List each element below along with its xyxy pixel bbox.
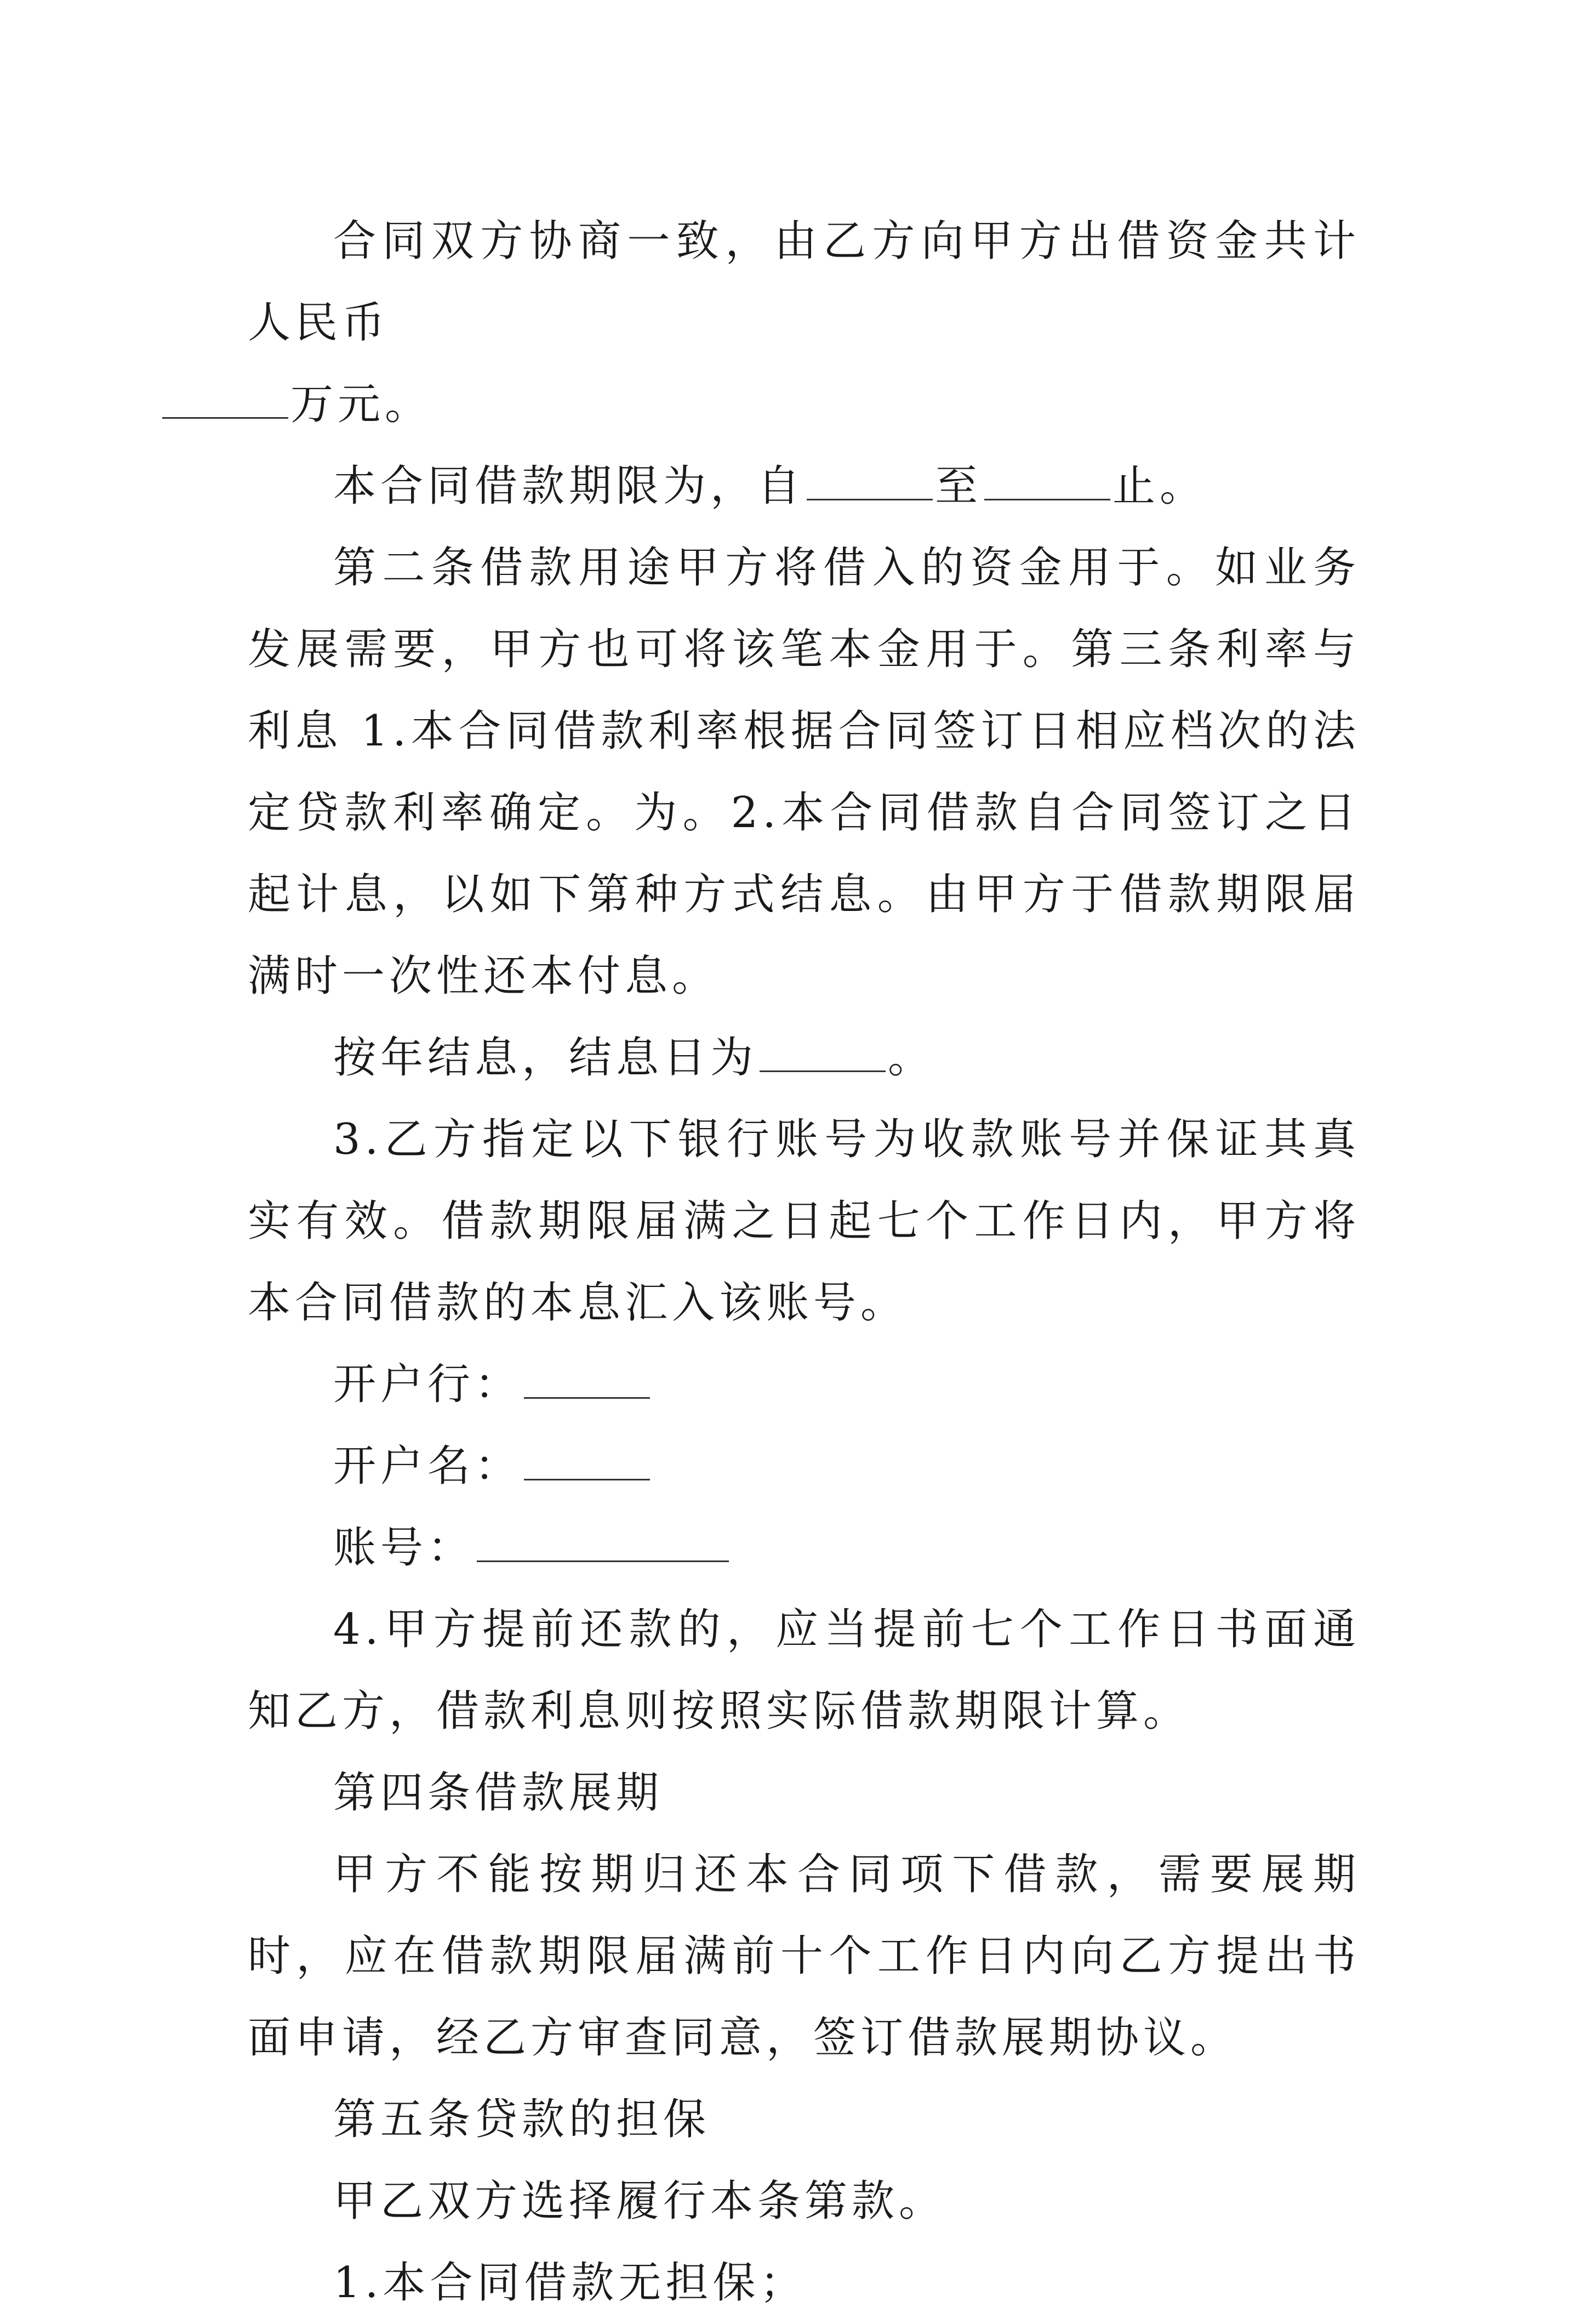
paragraph-account-number <box>248 1507 1360 1589</box>
loan-term-to: 至 <box>935 462 983 511</box>
paragraph-annual-interest <box>248 1017 1360 1099</box>
heading-article-4: 第四条借款展期 <box>333 1768 664 1818</box>
bank-name-blank <box>524 1365 650 1399</box>
paragraph-article-2-3: 第二条借款用途甲方将借入的资金用于。如业务发展需要，甲方也可将该笔本金用于。第三条利率与利息 1.本合同借款利率根据合同签订日相应档次的法定贷款利率确定。为。2.本合同借款自合同签订之日起计息，以如下第种方式结息。由甲方于借款期限届满时一次性还本付息。 <box>248 543 1360 1001</box>
heading-article-5: 第五条贷款的担保 <box>333 2095 711 2144</box>
interest-date-blank <box>760 1039 886 1072</box>
loan-amount-unit: 万元。 <box>290 380 432 429</box>
annual-interest-text: 按年结息，结息日为 <box>333 1033 758 1083</box>
paragraph-guarantee-choice: 甲乙双方选择履行本条第款。 <box>333 2177 946 2226</box>
paragraph-loan-term <box>248 446 1360 527</box>
loan-term-end-blank <box>984 467 1110 500</box>
paragraph-extension: 甲方不能按期归还本合同项下借款，需要展期时，应在借款期限届满前十个工作日内向乙方提出书面申请，经乙方审查同意，签订借款展期协议。 <box>248 1850 1360 2063</box>
paragraph-prepayment: 4.甲方提前还款的，应当提前七个工作日书面通知乙方，借款利息则按照实际借款期限计算。 <box>248 1605 1360 1736</box>
account-name-label: 开户名： <box>333 1442 522 1491</box>
paragraph-account-name <box>248 1426 1360 1507</box>
loan-term-start-blank <box>807 467 933 500</box>
paragraph-loan-amount <box>248 201 1360 446</box>
paragraph-bank-account: 3.乙方指定以下银行账号为收款账号并保证其真实有效。借款期限届满之日起七个工作日内，甲方将本合同借款的本息汇入该账号。 <box>248 1115 1360 1328</box>
account-number-label: 账号： <box>333 1523 475 1573</box>
loan-amount-text: 合同双方协商一致，由乙方向甲方出借资金共计人民币 <box>248 217 1360 348</box>
document-page <box>248 201 1360 2324</box>
account-name-blank <box>524 1447 650 1480</box>
bank-name-label: 开户行： <box>333 1360 522 1409</box>
loan-term-text: 本合同借款期限为，自 <box>333 462 805 511</box>
account-number-blank <box>477 1529 729 1562</box>
annual-interest-end: 。 <box>888 1033 935 1083</box>
paragraph-no-guarantee: 1.本合同借款无担保； <box>333 2258 807 2308</box>
loan-amount-blank <box>162 385 288 419</box>
loan-term-end: 止。 <box>1113 462 1207 511</box>
paragraph-bank-name <box>248 1344 1360 1426</box>
